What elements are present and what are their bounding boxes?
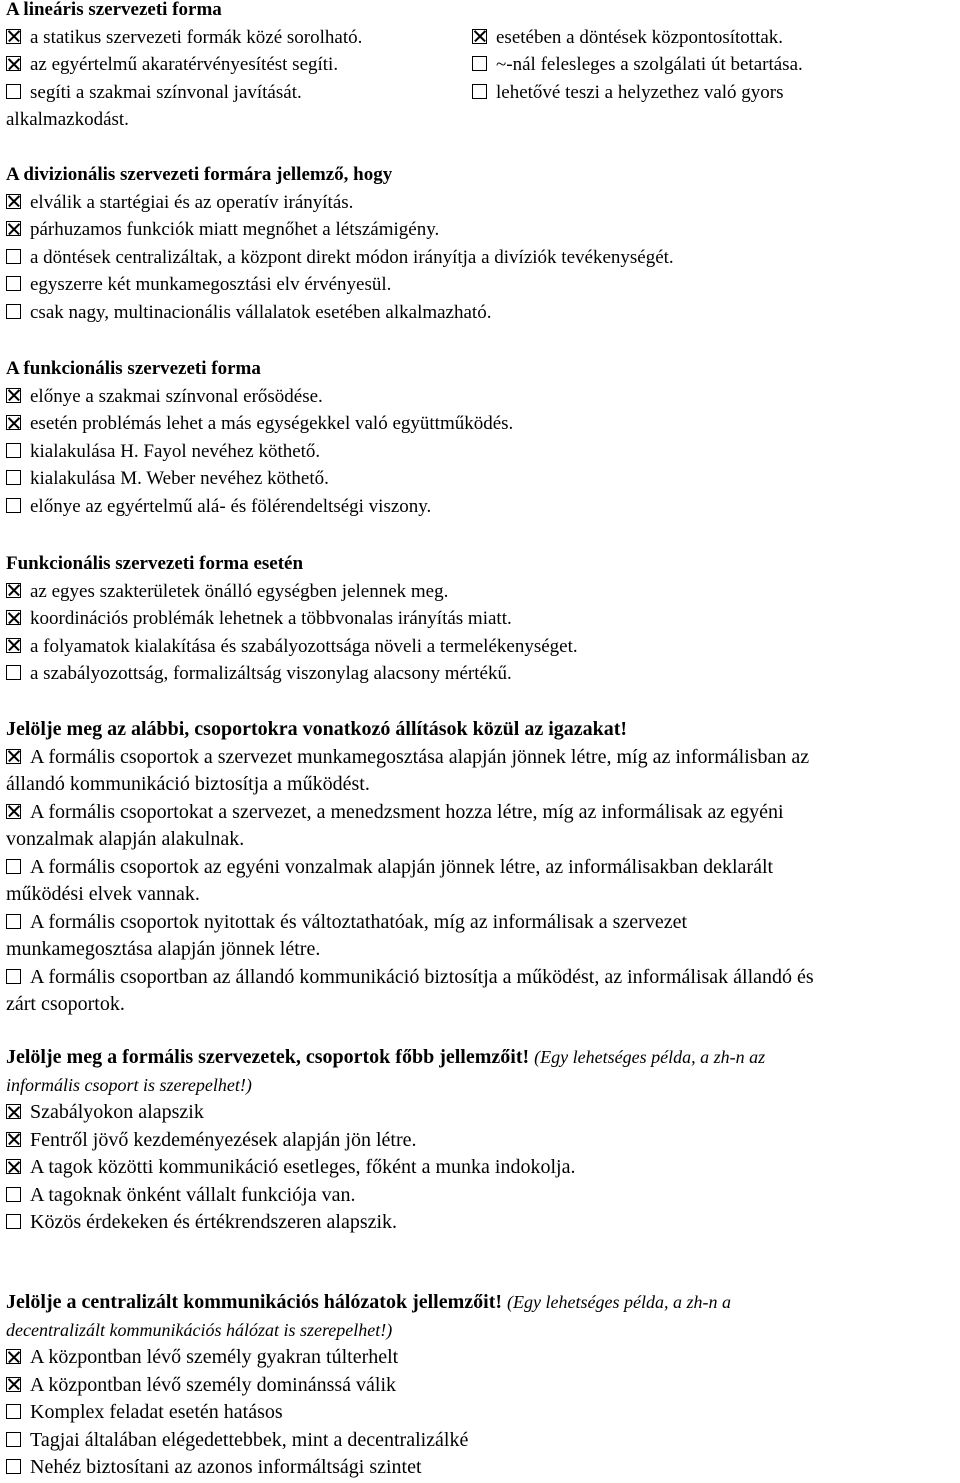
empty-box-icon[interactable] — [6, 1187, 21, 1202]
section-csoportok — [6, 716, 956, 1019]
empty-box-icon[interactable] — [6, 84, 21, 99]
section-title: A funkcionális szervezeti forma — [6, 358, 261, 379]
option-text-continuation: zárt csoportok. — [6, 993, 125, 1015]
empty-box-icon[interactable] — [6, 914, 21, 929]
checked-box-icon[interactable] — [6, 610, 21, 625]
option-text: ~-nál felesleges a szolgálati út betartása. — [496, 54, 803, 75]
option-text: segíti a szakmai színvonal javítását. — [30, 81, 302, 103]
checked-box-icon[interactable] — [6, 638, 21, 653]
option-text: az egyes szakterületek önálló egységben jelennek meg. — [30, 580, 449, 602]
checked-box-icon[interactable] — [6, 388, 21, 403]
checked-box-icon[interactable] — [6, 56, 21, 71]
option-text: esetén problémás lehet a más egységekkel való együttműködés. — [30, 413, 514, 434]
option-text: A tagoknak önként vállalt funkciója van. — [30, 1183, 356, 1206]
empty-box-icon[interactable] — [6, 1459, 21, 1474]
section-note-continuation: decentralizált kommunikációs hálózat is szerepelhet!) — [6, 1319, 393, 1340]
option-text: Közös érdekeken és értékrendszeren alapszik. — [30, 1211, 398, 1233]
empty-box-icon[interactable] — [6, 859, 21, 874]
checked-box-icon[interactable] — [6, 29, 21, 44]
option-text: az egyértelmű akaratérvényesítést segíti. — [30, 54, 339, 75]
option-text-continuation: állandó kommunikáció biztosítja a működést. — [6, 773, 370, 795]
empty-box-icon[interactable] — [472, 56, 487, 71]
checked-box-icon[interactable] — [6, 583, 21, 598]
option-text: Szabályokon alapszik — [30, 1101, 204, 1123]
option-text: esetében a döntések központosítottak. — [496, 26, 784, 48]
option-text-continuation: munkamegosztása alapján jönnek létre. — [6, 938, 321, 960]
option-text: Tagjai általában elégedettebbek, mint a decentralizálké — [30, 1428, 469, 1451]
checked-box-icon[interactable] — [6, 1377, 21, 1392]
empty-box-icon[interactable] — [6, 470, 21, 485]
empty-box-icon[interactable] — [6, 249, 21, 264]
section-linearis — [6, 0, 956, 134]
option-text: a szabályozottság, formalizáltság viszonylag alacsony mértékű. — [30, 663, 512, 684]
option-text: a statikus szervezeti formák közé sorolható. — [30, 26, 363, 48]
section-centralizalt-halozat — [6, 1289, 956, 1482]
section-funkcionalis-eseten — [6, 550, 956, 688]
section-formalis-jellemzok — [6, 1044, 956, 1237]
option-text: egyszerre két munkamegosztási elv érvényesül. — [30, 274, 392, 295]
option-text: csak nagy, multinacionális vállalatok esetében alkalmazható. — [30, 301, 492, 323]
section-title: Jelölje a centralizált kommunikációs hálózatok jellemzőit! — [6, 1291, 503, 1313]
checked-box-icon[interactable] — [6, 415, 21, 430]
checked-box-icon[interactable] — [472, 29, 487, 44]
section-funkcionalis — [6, 355, 956, 520]
option-text: A központban lévő személy gyakran túlterhelt — [30, 1346, 399, 1368]
section-title: A lineáris szervezeti forma — [6, 0, 222, 20]
empty-box-icon[interactable] — [6, 498, 21, 513]
option-text: A formális csoportok a szervezet munkamegosztása alapján jönnek létre, míg az informálisban az — [30, 745, 810, 768]
checked-box-icon[interactable] — [6, 749, 21, 764]
empty-box-icon[interactable] — [6, 1404, 21, 1419]
section-title: Jelölje meg a formális szervezetek, csoportok főbb jellemzőit! — [6, 1046, 530, 1068]
checked-box-icon[interactable] — [6, 1159, 21, 1174]
option-text: A formális csoportok nyitottak és változtathatóak, míg az informálisak a szervezet — [30, 910, 688, 933]
section-title: Funkcionális szervezeti forma esetén — [6, 553, 304, 574]
option-text: elválik a startégiai és az operatív irányítás. — [30, 191, 354, 213]
empty-box-icon[interactable] — [6, 443, 21, 458]
checked-box-icon[interactable] — [6, 1132, 21, 1147]
option-text: A központban lévő személy dominánssá válik — [30, 1373, 397, 1396]
option-text: Nehéz biztosítani az azonos informáltsági szintet — [30, 1456, 422, 1478]
option-text: a döntések centralizáltak, a központ direkt módon irányítja a divíziók tevékenységét. — [30, 246, 674, 268]
option-text: A tagok közötti kommunikáció esetleges, főként a munka indokolja. — [30, 1156, 576, 1178]
option-text: A formális csoportokat a szervezet, a menedzsment hozza létre, míg az informálisak az egyéni — [30, 800, 784, 823]
checked-box-icon[interactable] — [6, 194, 21, 209]
empty-box-icon[interactable] — [6, 665, 21, 680]
option-text: előnye a szakmai színvonal erősödése. — [30, 385, 323, 407]
option-text: kialakulása H. Fayol nevéhez köthető. — [30, 440, 321, 462]
checked-box-icon[interactable] — [6, 221, 21, 236]
option-text: A formális csoportok az egyéni vonzalmak alapján jönnek létre, az informálisakban deklarált — [30, 855, 774, 878]
option-text: párhuzamos funkciók miatt megnőhet a létszámigény. — [30, 219, 440, 240]
option-text: koordinációs problémák lehetnek a többvonalas irányítás miatt. — [30, 608, 512, 629]
empty-box-icon[interactable] — [6, 276, 21, 291]
option-text: Komplex feladat esetén hatásos — [30, 1401, 283, 1423]
checked-box-icon[interactable] — [6, 1104, 21, 1119]
option-text: előnye az egyértelmű alá- és fölérendeltségi viszony. — [30, 495, 432, 517]
section-note: (Egy lehetséges példa, a zh-n a — [507, 1292, 731, 1312]
checked-box-icon[interactable] — [6, 1349, 21, 1364]
option-text: Fentről jövő kezdeményezések alapján jön létre. — [30, 1128, 417, 1151]
checked-box-icon[interactable] — [6, 804, 21, 819]
section-title: Jelölje meg az alábbi, csoportokra vonatkozó állítások közül az igazakat! — [6, 718, 628, 740]
option-text: a folyamatok kialakítása és szabályozottsága növeli a termelékenységet. — [30, 635, 578, 657]
option-text-continuation: működési elvek vannak. — [6, 883, 200, 905]
section-note: (Egy lehetséges példa, a zh-n az — [534, 1047, 766, 1067]
option-text-continuation: alkalmazkodást. — [6, 109, 129, 130]
section-title: A divizionális szervezeti formára jellemző, hogy — [6, 164, 393, 185]
empty-box-icon[interactable] — [6, 1214, 21, 1229]
option-text: lehetővé teszi a helyzethez való gyors — [496, 81, 784, 103]
empty-box-icon[interactable] — [6, 304, 21, 319]
empty-box-icon[interactable] — [6, 1432, 21, 1447]
empty-box-icon[interactable] — [472, 84, 487, 99]
section-note-continuation: informális csoport is szerepelhet!) — [6, 1074, 252, 1095]
section-divizionalis — [6, 161, 956, 326]
option-text: kialakulása M. Weber nevéhez köthető. — [30, 468, 329, 489]
option-text-continuation: vonzalmak alapján alakulnak. — [6, 828, 245, 850]
option-text: A formális csoportban az állandó kommunikáció biztosítja a működést, az informálisak állandó és — [30, 965, 814, 988]
empty-box-icon[interactable] — [6, 969, 21, 984]
